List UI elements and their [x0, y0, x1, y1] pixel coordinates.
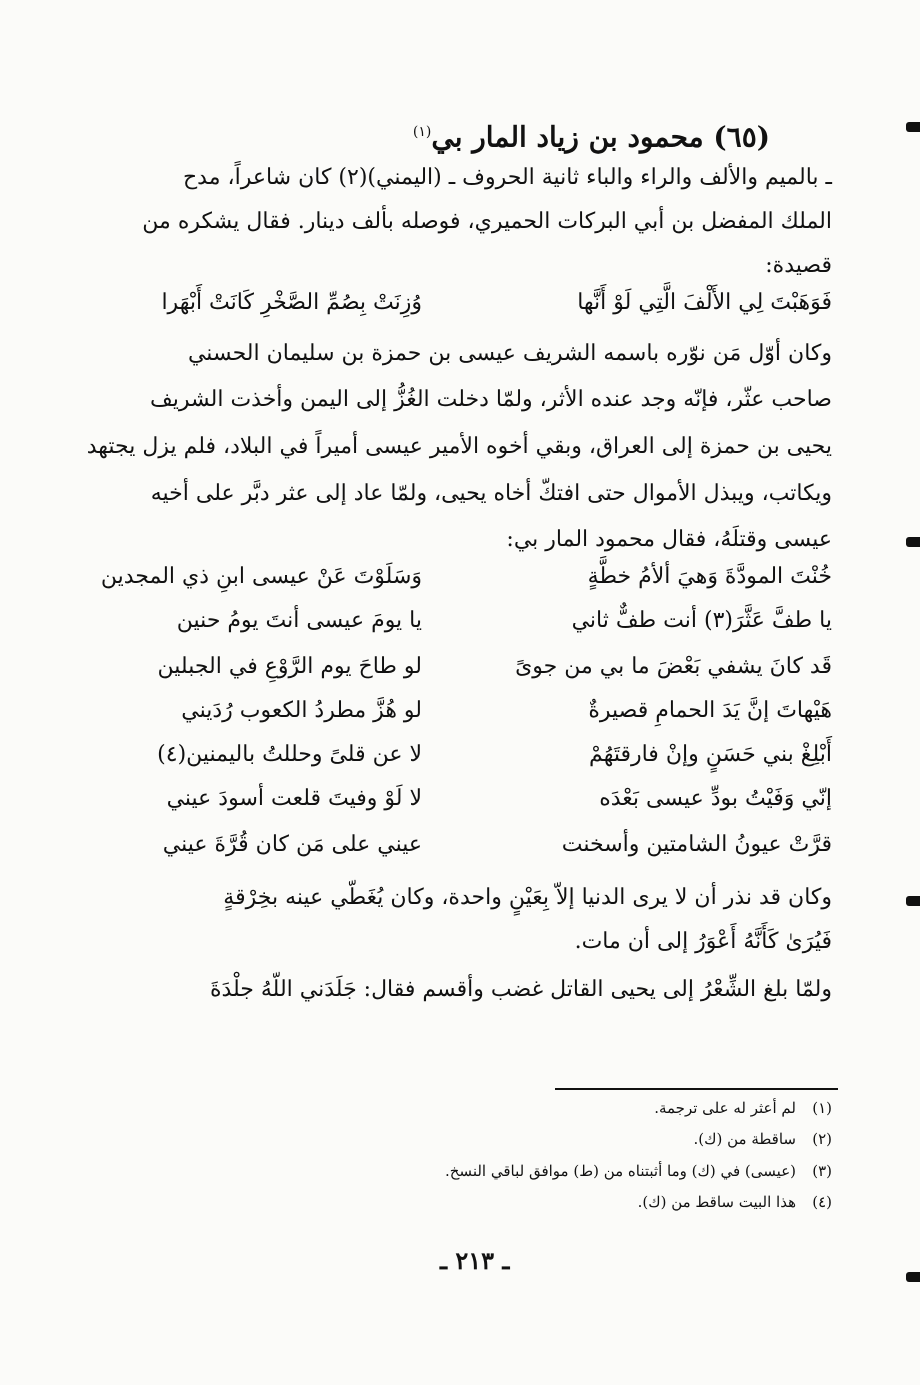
text-line: صاحب عثّر، فإنّه وجد عنده الأثر، ولمّا دخلت الغُزُّ إلى اليمن وأخذت الشريف	[149, 387, 832, 412]
footnote-text: (عيسى) في (ك) وما أثبتناه من (ط) موافق لباقي النسخ.	[444, 1162, 796, 1180]
verse-second-hemistich: وَسَلَوْتَ عَنْ عيسى ابنِ ذي المجدين	[100, 564, 422, 589]
edge-mark	[906, 537, 920, 547]
verse-first-hemistich: قَد كانَ يشفي بَعْضَ ما بي من جوىً	[515, 654, 832, 679]
verse-first-hemistich: خُنْتَ المودَّةَ وَهيَ ألأمُ خطَّةٍ	[587, 564, 832, 589]
verse-second-hemistich: لا عن قلىً وحللتُ باليمنين(٤)	[157, 742, 422, 767]
verse-line	[82, 290, 832, 333]
footnote	[352, 1093, 832, 1124]
verse-second-hemistich: عيني على مَن كان قُرَّةَ عيني	[162, 832, 422, 857]
verse-first-hemistich: أَبْلِغْ بني حَسَنٍ وإنْ فارقتَهُمْ	[589, 742, 832, 767]
footnote-text: ساقطة من (ك).	[693, 1130, 796, 1148]
intro-line: قصيدة:	[765, 253, 832, 278]
entry-note-ref: (١)	[412, 124, 432, 140]
verse-first-hemistich: يا طفَّ عَثَّرَ(٣) أنت طفٌّ ثاني	[571, 608, 832, 633]
footnote-number: (٢)	[812, 1130, 832, 1148]
footnote-number: (٣)	[812, 1162, 832, 1180]
footnote-separator	[555, 1088, 838, 1090]
text-line: وكان أوّل مَن نوّره باسمه الشريف عيسى بن حمزة بن سليمان الحسني	[187, 341, 832, 366]
text-line: ويكاتب، ويبذل الأموال حتى افتكّ أخاه يحيى، ولمّا عاد إلى عثر دبَّر على أخيه	[150, 481, 832, 506]
poem-verse	[82, 742, 832, 785]
edge-mark	[906, 1272, 920, 1282]
verse-second-hemistich: لو طاحَ يوم الرَّوْعِ في الجبلين	[157, 654, 422, 679]
verse-first-hemistich: قرَّتْ عيونُ الشامتين وأسخنت	[561, 832, 832, 857]
footnote	[352, 1187, 832, 1218]
verse-second-hemistich: وُزِنَتْ بِصُمِّ الصَّخْرِ كَانَتْ أَبْهَرا	[161, 290, 422, 315]
verse-first-hemistich: فَوَهَبْتَ لِي الأَلْفَ الَّتِي لَوْ أَنَّها	[577, 290, 832, 315]
poem-verse	[82, 608, 832, 651]
poem-verse	[82, 786, 832, 829]
text-line: وكان قد نذر أن لا يرى الدنيا إلاّ بِعَيْنٍ واحدة، وكان يُغَطّي عينه بخِرْقةٍ	[223, 885, 832, 910]
verse-first-hemistich: هَيْهاتَ إنَّ يَدَ الحمامِ قصيرةٌ	[588, 698, 832, 723]
footnote-text: لم أعثر له على ترجمة.	[654, 1099, 796, 1117]
text-line: يحيى بن حمزة إلى العراق، وبقي أخوه الأمير عيسى أميراً في البلاد، فلم يزل يجتهد	[86, 434, 832, 459]
verse-second-hemistich: لا لَوْ وفيتَ قلعت أسودَ عيني	[166, 786, 422, 811]
footnote	[352, 1124, 832, 1155]
edge-mark	[906, 896, 920, 906]
poem-verse	[82, 564, 832, 607]
text-line: فَيُرَىٰ كَأَنَّهُ أَعْوَرُ إلى أن مات.	[574, 929, 832, 954]
intro-line: ـ بالميم والألف والراء والباء ثانية الحروف ـ (اليمني)(٢) كان شاعراً، مدح	[182, 165, 832, 190]
footnote-number: (٤)	[812, 1193, 832, 1211]
verse-second-hemistich: لو هُزَّ مطردُ الكعوب رُدَيني	[181, 698, 422, 723]
text-line: عيسى وقتلَهُ، فقال محمود المار بي:	[506, 527, 832, 552]
edge-mark	[906, 122, 920, 132]
verse-first-hemistich: إنّي وَفَيْتُ بودِّ عيسى بَعْدَه	[599, 786, 832, 811]
verse-second-hemistich: يا يومَ عيسى أنتَ يومُ حنين	[176, 608, 422, 633]
entry-heading	[413, 112, 770, 157]
page-number: ـ ٢١٣ ـ	[440, 1246, 510, 1275]
footnote	[352, 1156, 832, 1187]
poem-verse	[82, 698, 832, 741]
entry-title: (٦٥) محمود بن زياد المار بي	[431, 120, 770, 154]
poem-verse	[82, 654, 832, 697]
footnote-text: هذا البيت ساقط من (ك).	[637, 1193, 796, 1211]
intro-line: الملك المفضل بن أبي البركات الحميري، فوصله بألف دينار. فقال يشكره من	[142, 209, 832, 234]
footnote-number: (١)	[812, 1099, 832, 1117]
text-line: ولمّا بلغ الشِّعْرُ إلى يحيى القاتل غضب وأقسم فقال: جَلَدَني اللّهُ جلْدَةَ	[209, 977, 832, 1002]
poem-verse	[82, 832, 832, 875]
